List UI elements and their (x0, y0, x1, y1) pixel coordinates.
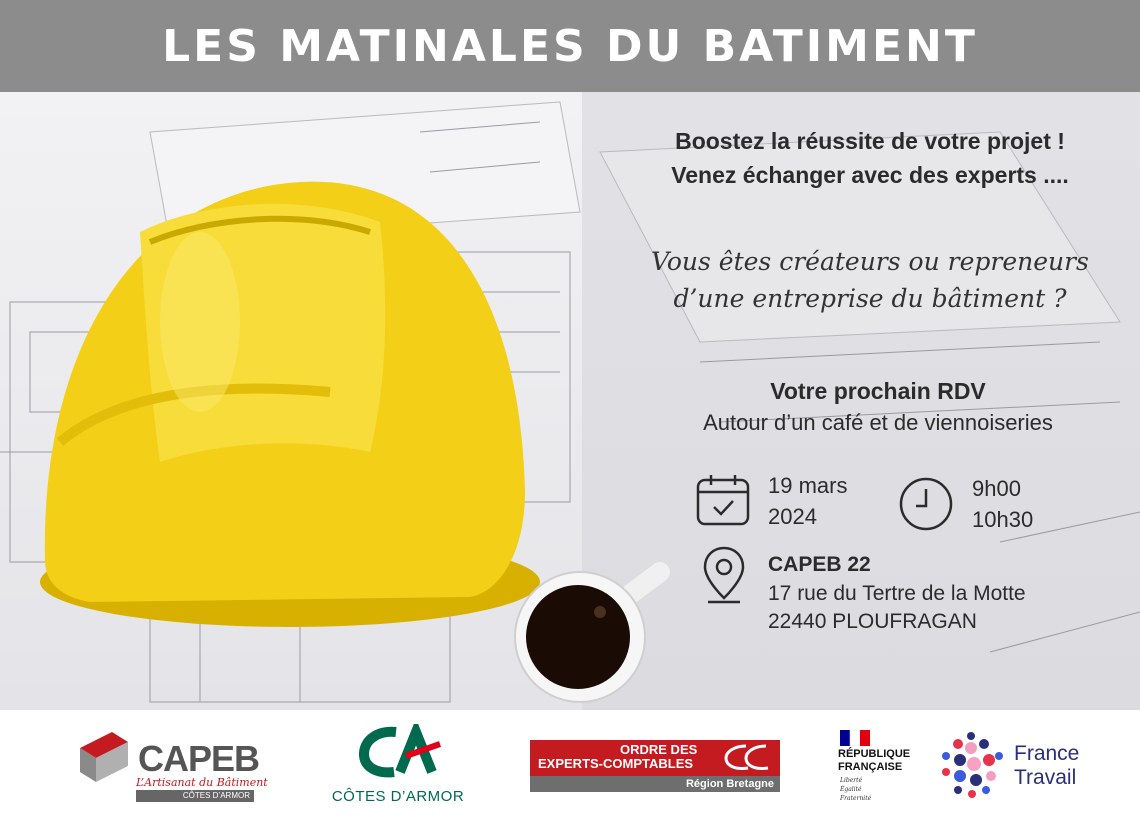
capeb-logo-mark (78, 726, 134, 784)
credit-agricole-caption: CÔTES D’ARMOR (331, 788, 465, 805)
oec-logo-line-1: ORDRE DES (620, 742, 698, 757)
coffee-cup-illustration (515, 572, 660, 702)
republique-motto-1: Liberté (840, 777, 863, 784)
title-banner (0, 0, 1140, 92)
oec-logo-mark (716, 742, 776, 774)
france-travail-line-2: Travail (1014, 766, 1077, 789)
republique-motto-2: Égalité (840, 786, 862, 793)
event-date-day: 19 mars (768, 473, 848, 498)
france-travail-line-1: France (1014, 742, 1080, 765)
venue-name: CAPEB 22 (768, 553, 871, 576)
event-time-end: 10h30 (972, 507, 1034, 532)
credit-agricole-logo-mark (358, 724, 442, 782)
question-line-1: Vous êtes créateurs ou repreneurs (651, 247, 1089, 276)
capeb-logo-tagline: L’Artisanat du Bâtiment (136, 776, 268, 789)
marianne-flag-icon (840, 730, 870, 746)
republique-motto-3: Fraternité (840, 795, 872, 802)
page-title: LES MATINALES DU BATIMENT (162, 20, 978, 72)
question-line-2: d’une entreprise du bâtiment ? (673, 284, 1067, 313)
clock-icon (898, 476, 954, 532)
intro-line-1: Boostez la réussite de votre projet ! (675, 128, 1065, 154)
republique-logo-line-2: FRANÇAISE (838, 761, 903, 773)
oec-logo-region: Région Bretagne (530, 776, 780, 792)
rdv-subtitle: Autour d’un café et de viennoiseries (703, 410, 1053, 435)
event-date-year: 2024 (768, 504, 817, 529)
france-travail-logo-mark (938, 730, 1004, 800)
venue-street: 17 rue du Tertre de la Motte (768, 582, 1026, 605)
oec-logo-line-2: EXPERTS-COMPTABLES (538, 756, 694, 771)
hard-hat-illustration (40, 182, 540, 627)
event-time-start: 9h00 (972, 476, 1021, 501)
rdv-title: Votre prochain RDV (770, 378, 986, 404)
map-pin-icon (702, 546, 746, 604)
venue-city: 22440 PLOUFRAGAN (768, 610, 977, 633)
republique-logo-line-1: RÉPUBLIQUE (838, 748, 911, 760)
capeb-logo-name: CAPEB (138, 738, 260, 779)
calendar-check-icon (696, 474, 752, 528)
capeb-logo-dept: CÔTES D’ARMOR (136, 790, 254, 802)
intro-line-2: Venez échanger avec des experts .... (671, 162, 1069, 188)
